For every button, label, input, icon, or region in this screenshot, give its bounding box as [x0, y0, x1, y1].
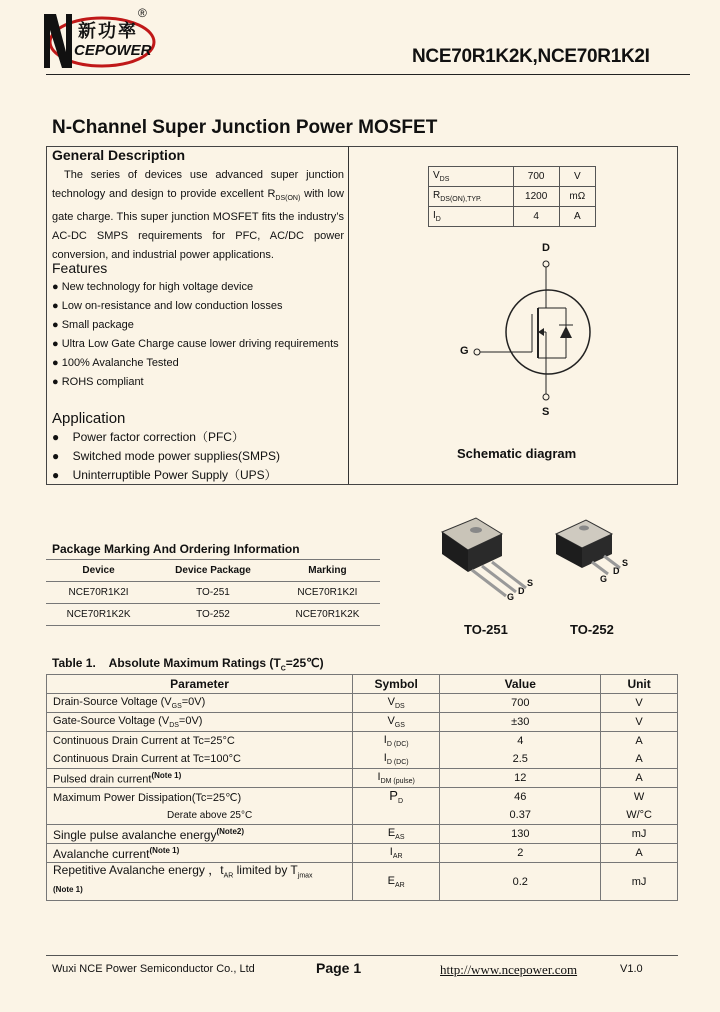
table-row: Derate above 25°C 0.37 W/°C: [47, 806, 678, 825]
to251-pin-s: S: [527, 578, 534, 588]
feature-item: ● Small package: [52, 319, 134, 331]
pin-label-drain: D: [542, 242, 550, 254]
absolute-max-ratings-table: [46, 674, 678, 901]
ordering-heading: Package Marking And Ordering Information: [52, 542, 300, 556]
feature-item: ● Low on-resistance and low conduction losses: [52, 300, 283, 312]
table-row: Continuous Drain Current at Tc=25°C $I_{D (DC)}$ 4 A: [47, 732, 678, 751]
page-title: N-Channel Super Junction Power MOSFET: [52, 117, 438, 138]
general-description-heading: General Description: [52, 147, 186, 163]
table-row: $I_D$ 4 A: [429, 207, 596, 227]
features-heading: Features: [52, 260, 108, 276]
to252-pin-d: D: [613, 566, 620, 576]
table-row: Single pulse avalanche energy$^{(Note2)}$ $E_{AS}$ 130 mJ: [47, 825, 678, 844]
footer-website-link[interactable]: http://www.ncepower.com: [440, 962, 578, 977]
table-header-row: Device Device Package Marking: [46, 560, 380, 582]
table-row: Avalanche current$^{(Note 1)}$ $I_{AR}$ 2 A: [47, 844, 678, 863]
application-item: ● Uninterruptible Power Supply（UPS）: [52, 468, 277, 482]
pin-label-gate: G: [460, 345, 469, 357]
table-row: Continuous Drain Current at Tc=100°C $I_{D (DC)}$ 2.5 A: [47, 750, 678, 769]
to252-pin-g: G: [600, 574, 608, 584]
to252-label: TO-252: [570, 622, 614, 637]
feature-item: ● 100% Avalanche Tested: [52, 357, 179, 369]
pin-label-source: S: [542, 406, 550, 418]
footer-company: Wuxi NCE Power Semiconductor Co., Ltd: [52, 963, 255, 975]
to251-label: TO-251: [464, 622, 508, 637]
table-row: $V_{DS}$ 700 V: [429, 167, 596, 187]
table-header-row: Parameter Symbol Value Unit: [47, 675, 678, 694]
features-list: [52, 278, 339, 392]
general-description-text: The series of devices use advanced super junction technology and design to provide excellent $R_{DS(ON)}$ with low gate charge. This super junction MOSFET fits the industry’s AC-DC SMPS requirements for PFC, AC/DC power conversion, and industrial power applications.: [52, 169, 344, 262]
to252-package-image: [552, 512, 632, 582]
part-numbers: NCE70R1K2K,NCE70R1K2I: [412, 46, 650, 67]
application-item: ● Power factor correction（PFC）: [52, 430, 244, 444]
schematic-caption: Schematic diagram: [457, 446, 577, 461]
footer-version: V1.0: [620, 963, 643, 975]
application-list: [52, 428, 280, 485]
application-item: ● Switched mode power supplies(SMPS): [52, 449, 281, 463]
to251-pin-d: D: [518, 586, 525, 596]
ordering-table: [46, 559, 380, 626]
table-row: NCE70R1K2I TO-251 NCE70R1K2I: [46, 582, 380, 604]
table-row: NCE70R1K2K TO-252 NCE70R1K2K: [46, 604, 380, 626]
footer-rule: [46, 955, 678, 956]
feature-item: ● New technology for high voltage device: [52, 281, 254, 293]
header-rule: [46, 74, 690, 75]
to252-pin-s: S: [622, 558, 629, 568]
mosfet-schematic: [458, 240, 598, 420]
key-spec-table: [428, 166, 596, 227]
footer-page-number: Page 1: [316, 960, 362, 976]
registered-mark: ®: [138, 6, 147, 20]
table-row: Pulsed drain current$^{(Note 1)}$ $I_{DM (pulse)}$ 12 A: [47, 769, 678, 788]
table-row: Maximum Power Dissipation(Tc=25℃) $P_D$ 46 W: [47, 788, 678, 807]
application-heading: Application: [52, 410, 126, 427]
logo-english-text: CEPOWER: [74, 42, 152, 59]
table-row: $R_{DS(ON),TYP.}$ 1200 mΩ: [429, 187, 596, 207]
amr-caption: Table 1. Absolute Maximum Ratings $(T_C=25℃)$: [52, 656, 324, 673]
table-row: Gate-Source Voltage $(V_{DS}=0V)$ $V_{GS}$ ±30 V: [47, 713, 678, 732]
to251-pin-g: G: [507, 592, 515, 602]
description-divider: [348, 146, 349, 484]
table-row: Drain-Source Voltage $(V_{GS}=0V)$ $V_{DS}$ 700 V: [47, 694, 678, 713]
table-row: Repetitive Avalanche energy ，$t_{AR}$ limited by $T_{jmax}$ $^{(Note 1)}$ $E_{AR}$ 0.2 mJ: [47, 863, 678, 901]
feature-item: ● Ultra Low Gate Charge cause lower driving requirements: [52, 338, 339, 350]
feature-item: ● ROHS compliant: [52, 376, 144, 388]
logo-chinese-text: 新功率: [78, 21, 138, 41]
